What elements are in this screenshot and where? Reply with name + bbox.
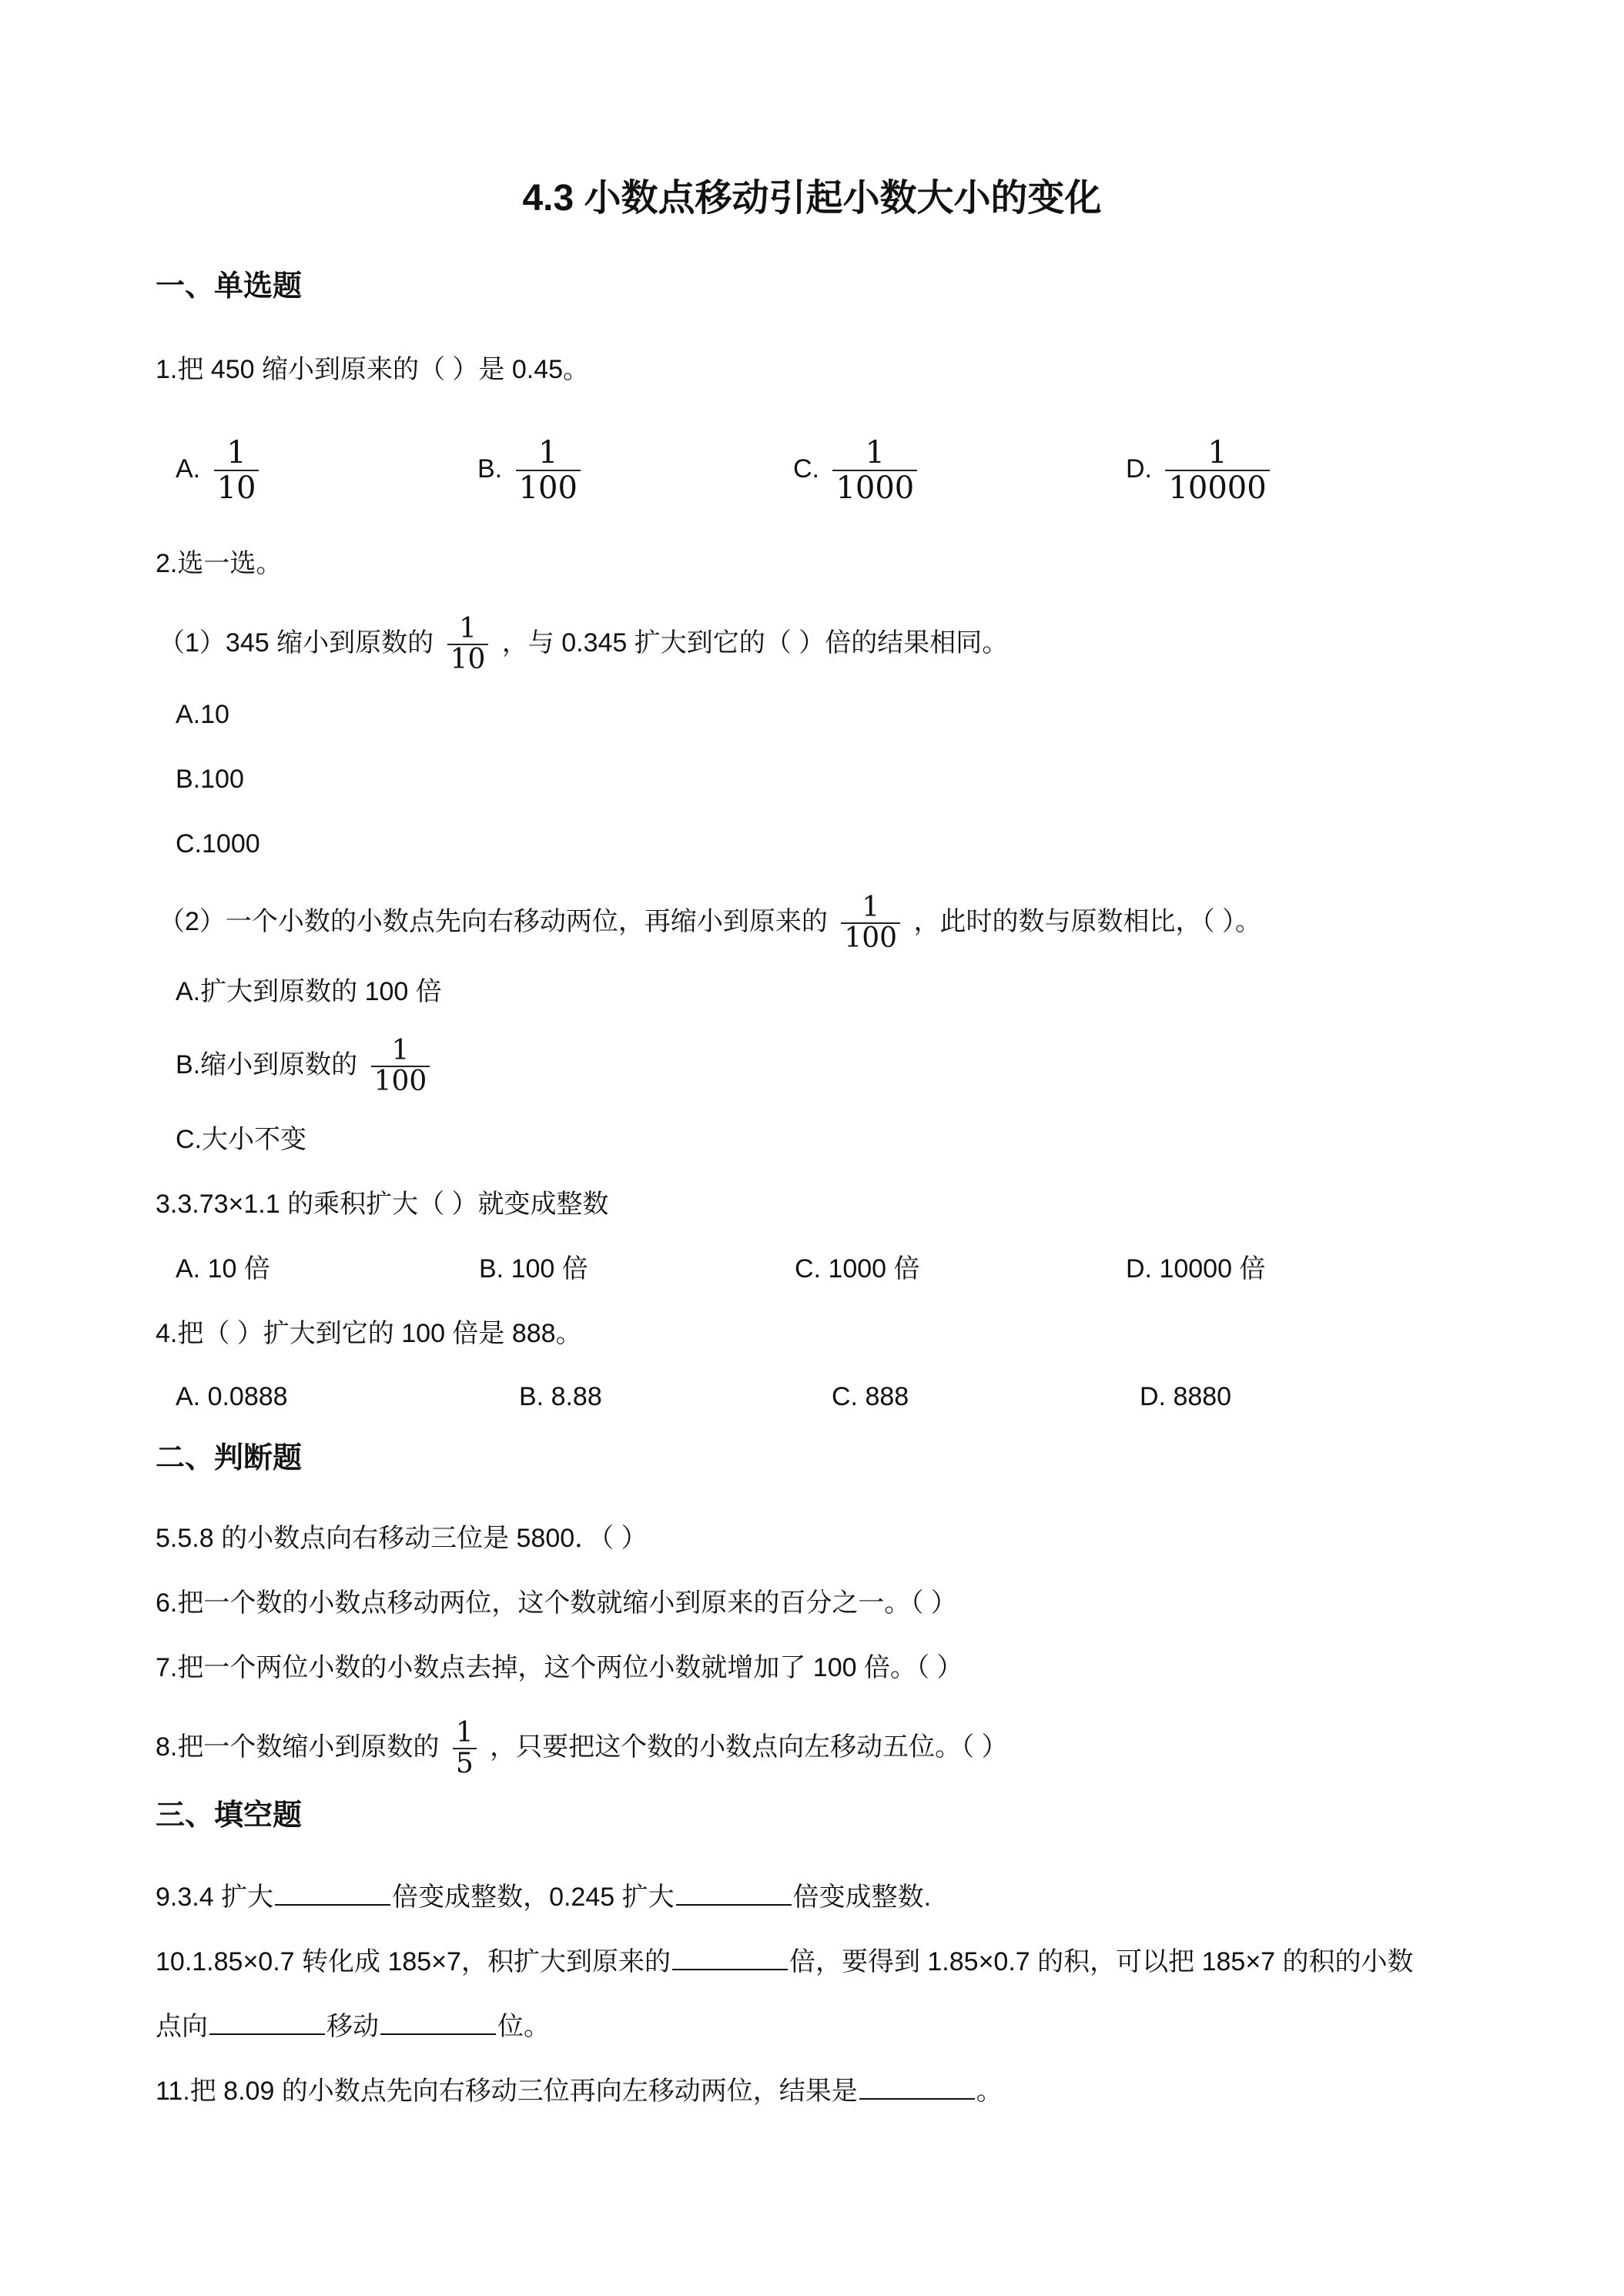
q2-p1-fraction (447, 614, 489, 674)
page-title: 4.3 小数点移动引起小数大小的变化 (522, 178, 1102, 219)
q1-option-d (1126, 436, 1276, 505)
question-10-line-1 (156, 1945, 1414, 1979)
q1-option-b-label: B. (477, 454, 503, 484)
q2-p2-option-a: A.扩大到原数的 100 倍 (176, 977, 442, 1006)
question-3: 3.3.73×1.1 的乘积扩大（ ）就变成整数 (156, 1190, 609, 1219)
q8-text-b: ，只要把这个数的小数点向左移动五位。（ ） (490, 1732, 1008, 1762)
question-1: 1.把 450 缩小到原来的（ ）是 0.45。 (156, 355, 590, 384)
question-7: 7.把一个两位小数的小数点去掉，这个两位小数就增加了 100 倍。（ ） (156, 1653, 963, 1682)
q10-blank-3[interactable] (380, 2010, 496, 2035)
fraction-numerator: 1 (865, 435, 886, 470)
fraction-numerator: 1 (862, 892, 880, 923)
q9-blank-1[interactable] (275, 1881, 390, 1906)
q4-option-b: B. 8.88 (519, 1382, 602, 1411)
q3-option-b: B. 100 倍 (479, 1254, 588, 1284)
fraction-denominator: 1000 (832, 470, 917, 505)
question-11 (156, 2074, 1003, 2108)
q10-text-a: 10.1.85×0.7 转化成 185×7，积扩大到原来的 (156, 1947, 671, 1976)
q2-p2-option-b-fraction (371, 1036, 430, 1096)
q2-p2-option-c: C.大小不变 (176, 1125, 306, 1154)
q1-option-a (176, 436, 265, 505)
q10-text-c: 点向 (156, 2012, 208, 2041)
fraction-numerator: 1 (455, 1717, 474, 1749)
q1-option-a-fraction (214, 436, 260, 505)
q9-text-b: 倍变成整数，0.245 扩大 (392, 1883, 675, 1912)
question-8 (156, 1719, 1008, 1779)
question-2-part-2 (159, 893, 1261, 953)
question-4: 4.把（ ）扩大到它的 100 倍是 888。 (156, 1319, 582, 1348)
q2-p2-option-b (176, 1036, 436, 1096)
q1-option-a-label: A. (176, 454, 201, 484)
fraction-numerator: 1 (226, 435, 246, 470)
fraction-denominator: 10 (447, 644, 489, 674)
q1-option-b (477, 436, 587, 505)
q11-text-a: 11.把 8.09 的小数点先向右移动三位再向左移动两位，结果是 (156, 2077, 858, 2106)
section-heading-fill-blank: 三、填空题 (156, 1799, 303, 1832)
q1-option-c-label: C. (793, 454, 819, 484)
q8-text-a: 8.把一个数缩小到原数的 (156, 1732, 440, 1762)
q10-text-e: 位。 (497, 2012, 550, 2041)
fraction-numerator: 1 (459, 613, 477, 644)
question-2: 2.选一选。 (156, 549, 283, 578)
q2-p1-text-b: ，与 0.345 扩大到它的（ ）倍的结果相同。 (501, 628, 1009, 658)
q1-option-b-fraction (516, 436, 581, 505)
fraction-denominator: 100 (371, 1066, 430, 1096)
q9-blank-2[interactable] (676, 1881, 792, 1906)
question-10-line-2 (156, 2010, 550, 2043)
q11-text-b: 。 (976, 2077, 1003, 2106)
fraction-numerator: 1 (391, 1035, 410, 1066)
q10-blank-1[interactable] (672, 1946, 788, 1970)
question-2-part-1 (159, 614, 1008, 674)
question-5: 5.5.8 的小数点向右移动三位是 5800．（ ） (156, 1524, 648, 1553)
q2-p2-text-b: ，此时的数与原数相比，（ ）。 (913, 906, 1261, 936)
section-heading-true-false: 二、判断题 (156, 1442, 303, 1474)
fraction-denominator: 100 (516, 470, 581, 505)
q3-option-a: A. 10 倍 (176, 1254, 270, 1284)
q4-option-a: A. 0.0888 (176, 1382, 288, 1411)
q2-p1-text-a: （1）345 缩小到原数的 (159, 628, 434, 658)
fraction-denominator: 10000 (1165, 470, 1269, 505)
section-heading-single-choice: 一、单选题 (156, 270, 303, 303)
q10-blank-2[interactable] (209, 2010, 325, 2035)
q11-blank-1[interactable] (859, 2075, 975, 2100)
fraction-denominator: 10 (214, 470, 260, 505)
q10-text-b: 倍，要得到 1.85×0.7 的积，可以把 185×7 的积的小数 (789, 1947, 1414, 1976)
q4-option-c: C. 888 (832, 1382, 909, 1411)
fraction-denominator: 5 (453, 1748, 477, 1779)
q8-fraction (453, 1719, 477, 1779)
q1-option-c-fraction (832, 436, 917, 505)
q2-p2-option-b-text: B.缩小到原数的 (176, 1049, 358, 1079)
q2-p1-option-c: C.1000 (176, 829, 260, 858)
q2-p1-option-a: A.10 (176, 700, 229, 729)
q10-text-d: 移动 (326, 2012, 379, 2041)
q3-option-d: D. 10000 倍 (1126, 1254, 1266, 1284)
q2-p2-fraction (841, 893, 900, 953)
q1-option-c (793, 436, 923, 505)
q2-p2-text-a: （2）一个小数的小数点先向右移动两位，再缩小到原来的 (159, 906, 828, 936)
fraction-numerator: 1 (538, 435, 558, 470)
fraction-denominator: 100 (841, 922, 900, 953)
q1-option-d-fraction (1165, 436, 1269, 505)
q3-option-c: C. 1000 倍 (795, 1254, 920, 1284)
q2-p1-option-b: B.100 (176, 765, 244, 794)
q1-option-d-label: D. (1126, 454, 1152, 484)
q9-text-a: 9.3.4 扩大 (156, 1883, 274, 1912)
q9-text-c: 倍变成整数. (792, 1883, 932, 1912)
question-9 (156, 1880, 931, 1914)
fraction-numerator: 1 (1207, 435, 1227, 470)
q4-option-d: D. 8880 (1140, 1382, 1232, 1411)
question-6: 6.把一个数的小数点移动两位，这个数就缩小到原来的百分之一。（ ） (156, 1588, 957, 1618)
